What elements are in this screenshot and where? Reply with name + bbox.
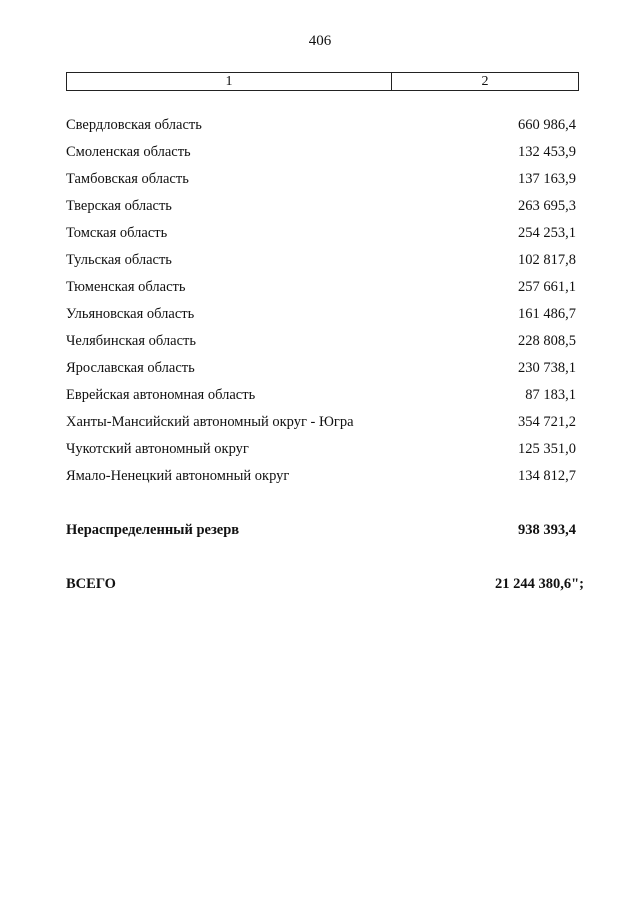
region-value: 125 351,0 [518, 441, 576, 457]
reserve-row [66, 522, 576, 539]
column-header-2: 2 [481, 74, 489, 89]
region-name: Тульская область [66, 252, 172, 268]
total-label: ВСЕГО [66, 576, 116, 592]
table-row [66, 333, 576, 360]
region-list [66, 117, 576, 495]
table-row [66, 468, 576, 495]
region-name: Ярославская область [66, 360, 195, 376]
table-row [66, 144, 576, 171]
region-value: 132 453,9 [518, 144, 576, 160]
table-row [66, 360, 576, 387]
region-value: 161 486,7 [518, 306, 576, 322]
table-row [66, 225, 576, 252]
table-row [66, 198, 576, 225]
region-name: Тамбовская область [66, 171, 189, 187]
region-value: 102 817,8 [518, 252, 576, 268]
region-name: Тюменская область [66, 279, 186, 295]
table-row [66, 279, 576, 306]
region-name: Ханты-Мансийский автономный округ - Югра [66, 414, 354, 430]
reserve-label: Нераспределенный резерв [66, 522, 240, 538]
region-name: Еврейская автономная область [66, 387, 256, 403]
region-value: 660 986,4 [518, 117, 576, 133]
column-header-1: 1 [67, 73, 392, 90]
region-value: 254 253,1 [518, 225, 576, 241]
region-value: 137 163,9 [518, 171, 576, 187]
reserve-value: 938 393,4 [518, 522, 576, 538]
total-value: 21 244 380,6"; [494, 576, 584, 592]
table-row [66, 306, 576, 333]
total-row [66, 576, 584, 593]
region-name: Чукотский автономный округ [66, 441, 249, 457]
region-name: Челябинская область [66, 333, 196, 349]
column-header-row [66, 72, 579, 91]
region-name: Ямало-Ненецкий автономный округ [66, 468, 290, 484]
region-name: Свердловская область [66, 117, 202, 133]
table-row [66, 441, 576, 468]
region-value: 134 812,7 [518, 468, 576, 484]
region-value: 87 183,1 [525, 387, 576, 403]
region-name: Тверская область [66, 198, 172, 214]
table-row [66, 387, 576, 414]
table-row [66, 414, 576, 441]
region-value: 228 808,5 [518, 333, 576, 349]
region-value: 257 661,1 [518, 279, 576, 295]
region-value: 354 721,2 [518, 414, 576, 430]
region-value: 230 738,1 [518, 360, 576, 376]
table-row [66, 252, 576, 279]
page-number: 406 [308, 33, 332, 49]
region-name: Смоленская область [66, 144, 191, 160]
region-value: 263 695,3 [518, 198, 576, 214]
region-name: Томская область [66, 225, 168, 241]
table-row [66, 171, 576, 198]
table-row [66, 117, 576, 144]
region-name: Ульяновская область [66, 306, 195, 322]
